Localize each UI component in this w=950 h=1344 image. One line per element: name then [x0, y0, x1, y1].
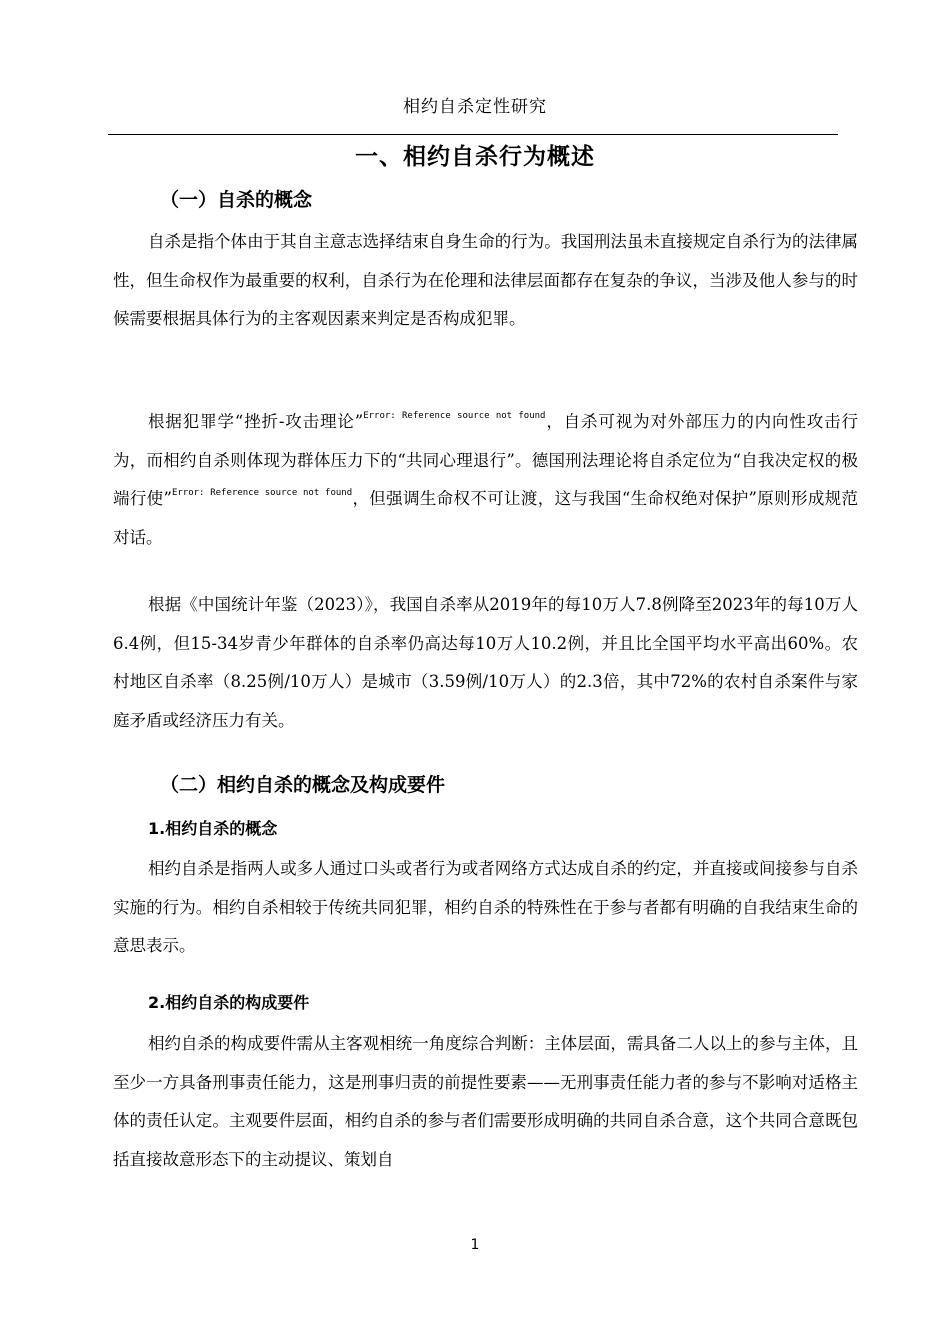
- paragraph-statistics: 根据《中国统计年鉴（2023）》，我国自杀率从2019年的每10万人7.8例降至2023年的每10万人6.4例，但15-34岁青少年群体的自杀率仍高达每10万人10.2例，并且比全国平均水平高出60%。农村地区自杀率（8.25例/10万人）是城市（3.59例/10万人）的2.3倍，其中72%的农村自杀案件与家庭矛盾或经济压力有关。: [113, 595, 858, 730]
- subsection-heading-1: 1.相约自杀的概念: [148, 819, 278, 838]
- paragraph-frustration-theory: [113, 403, 858, 557]
- paragraph-suicide-definition: 自杀是指个体由于其自主意志选择结束自身生命的行为。我国刑法虽未直接规定自杀行为的法律属性，但生命权作为最重要的权利，自杀行为在伦理和法律层面都存在复杂的争议，当涉及他人参与的时候需要根据具体行为的主客观因素来判定是否构成犯罪。: [113, 232, 858, 328]
- reference-error-note: Error: Reference source not found: [363, 411, 546, 421]
- paragraph-text: ，自杀可视为对外部压力的内向性攻击行为，而相约自杀则体现为群体压力下的“共同心理退行”。德国刑法理论将自杀定位为“自我决定权的极端行使”: [113, 412, 859, 508]
- chapter-title: 一、相约自杀行为概述: [355, 144, 595, 170]
- section-heading-1: （一）自杀的概念: [160, 189, 313, 211]
- header-rule: [108, 134, 838, 135]
- paragraph-text: ，但强调生命权不可让渡，这与我国“生命权绝对保护”原则形成规范对话。: [113, 489, 858, 547]
- paragraph-text: 根据犯罪学“挫折-攻击理论”: [148, 412, 364, 431]
- subsection-heading-2: 2.相约自杀的构成要件: [148, 993, 310, 1012]
- section-heading-2: （二）相约自杀的概念及构成要件: [160, 774, 446, 796]
- paragraph-constituent-elements: 相约自杀的构成要件需从主客观相统一角度综合判断：主体层面，需具备二人以上的参与主体，且至少一方具备刑事责任能力，这是刑事归责的前提性要素——无刑事责任能力者的参与不影响对适格主体的责任认定。主观要件层面，相约自杀的参与者们需要形成明确的共同自杀合意，这个共同合意既包括直接故意形态下的主动提议、策划自: [113, 1034, 858, 1169]
- paragraph-pact-definition: 相约自杀是指两人或多人通过口头或者行为或者网络方式达成自杀的约定，并直接或间接参与自杀实施的行为。相约自杀相较于传统共同犯罪，相约自杀的特殊性在于参与者都有明确的自我结束生命的意思表示。: [113, 859, 858, 955]
- running-header: 相约自杀定性研究: [403, 97, 547, 117]
- reference-error-note: Error: Reference source not found: [171, 488, 353, 498]
- page-number: 1: [470, 1237, 480, 1253]
